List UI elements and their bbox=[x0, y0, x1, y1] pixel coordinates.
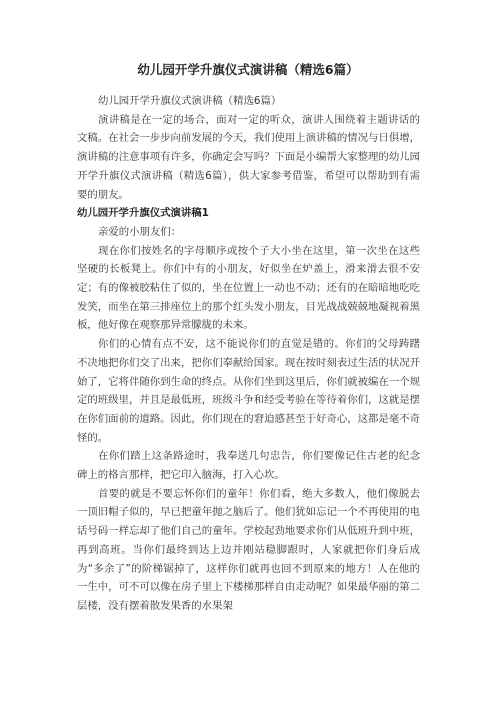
subtitle-paragraph: 幼儿园开学升旗仪式演讲稿（精选6篇） bbox=[98, 95, 282, 107]
body-paragraph: 在你们踏上这条路途时，我奉送几句忠告，你们要像记住古老的纪念碑上的格言那样，把它印入脑海，打入心坎。 bbox=[77, 450, 420, 482]
body-paragraph: 你们的心情有点不安，这不能说你们的直觉是错的。你们的父母踌躇不决地把你们交了出来，把你们奉献给国家。现在按时刻表过生活的状况开始了，它将伴随你到生命的终点。从你们坐到这里后，你们就被编在一个规定的班级里，并且是最低班，班级斗争和经受考验在等待着你们，这就是摆在你们面前的道路。因此，你们现在的窘迫感甚至于好奇心，这都是毫不奇怪的。 bbox=[77, 338, 420, 444]
body-paragraph: 现在你们按姓名的字母顺序或按个子大小坐在这里，第一次坐在这些坚硬的长板凳上。你们中有的小朋友，好似坐在炉盖上，滑来滑去很不安定；有的像被胶粘住了似的，坐在位置上一动也不动；还有的在暗暗地吃吃发笑，而坐在第三排座位上的那个红头发小朋友，目光战战兢兢地凝视着黑板，他好像在观察那异常朦胧的未来。 bbox=[77, 244, 420, 332]
body-paragraph: 首要的就是不要忘怀你们的童年！你们看，绝大多数人，他们像脱去一顶旧帽子似的，早已把童年抛之脑后了。他们犹如忘记一个不再使用的电话号码一样忘却了他们自己的童年。学校起劲地要求你们从低班升到中班，再到高班。当你们最终到达上边并刚站稳脚跟时，人家就把你们身后成为“多余了”的阶梯锯掉了，这样你们就再也回不到原来的地方！人在他的一生中，可不可以像在房子里上下楼梯那样自由走动呢？如果最华丽的第二层楼，没有摆着散发果香的水果架 bbox=[77, 487, 420, 612]
intro-paragraph: 演讲稿是在一定的场合，面对一定的听众，演讲人围绕着主题讲话的文稿。在社会一步步向前发展的今天，我们使用上演讲稿的情况与日俱增，演讲稿的注意事项有许多，你确定会写吗？下面是小编帮大家整理的幼儿园开学升旗仪式演讲稿（精选6篇），供大家参考借鉴，希望可以帮助到有需要的朋友。 bbox=[77, 113, 420, 201]
greeting-paragraph: 亲爱的小朋友们： bbox=[98, 225, 182, 238]
document-title: 幼儿园开学升旗仪式演讲稿（精选6篇） bbox=[137, 62, 359, 77]
document-body bbox=[77, 92, 420, 616]
section-heading: 幼儿园开学升旗仪式演讲稿1 bbox=[77, 207, 209, 220]
